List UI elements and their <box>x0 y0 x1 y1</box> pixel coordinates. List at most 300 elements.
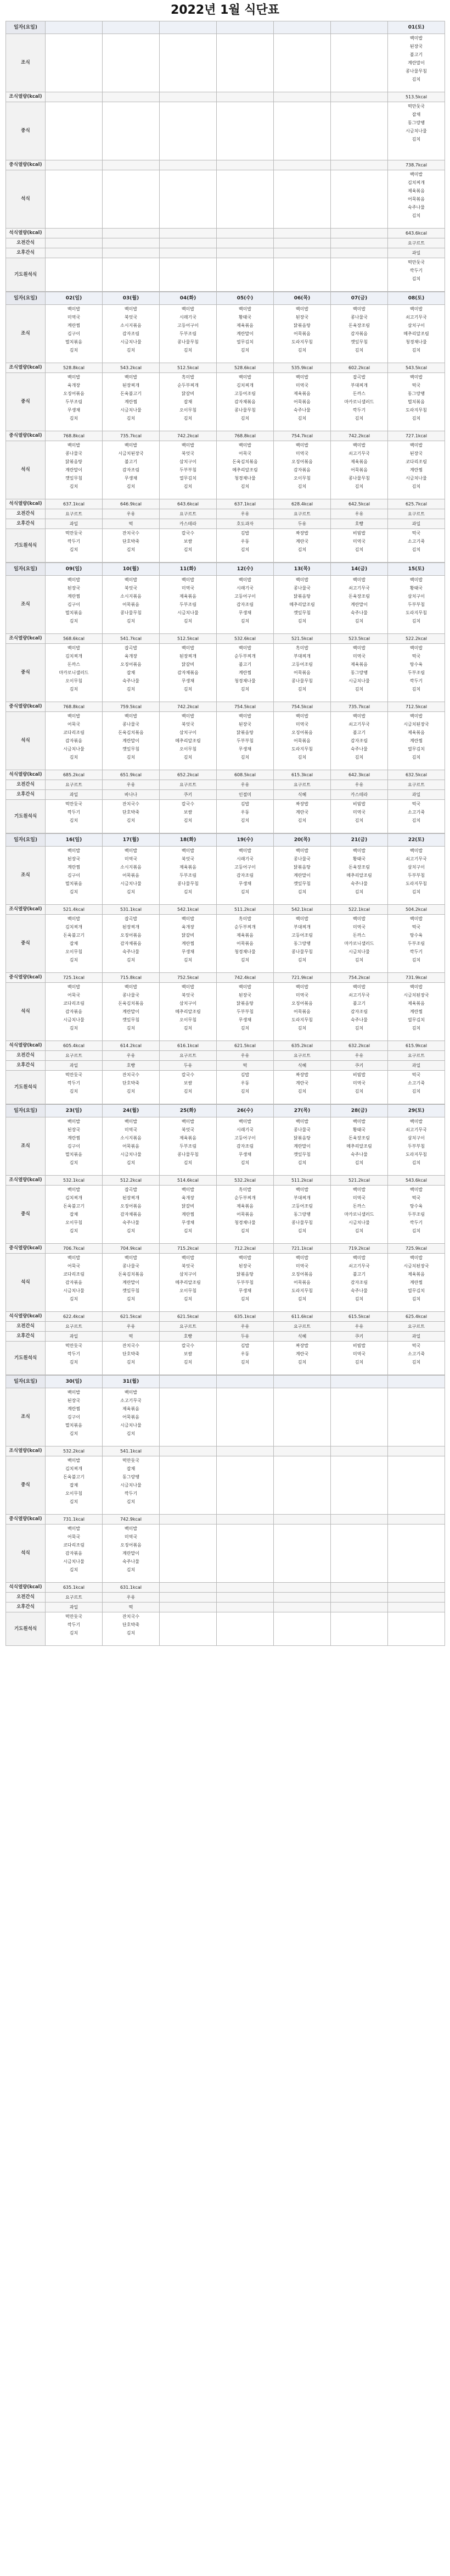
dish-item: 불고기 <box>352 1272 366 1277</box>
dish-item: 콩나물무침 <box>291 678 313 683</box>
dish-placeholder <box>331 1629 387 1637</box>
lunch-kcal-cell: 719.2kcal <box>331 1244 388 1254</box>
dish-item: 된장국 <box>67 856 81 861</box>
dish-placeholder <box>388 1429 445 1438</box>
dish-item: 백미밥 <box>181 1255 195 1260</box>
dish-placeholder <box>388 825 445 833</box>
dish-item: 시금치나물 <box>348 949 370 954</box>
dish-placeholder <box>46 1167 102 1175</box>
dish-item: 김치 <box>240 889 250 894</box>
dish-item: 김치 <box>297 755 307 760</box>
dish-item: 백미밥 <box>238 1255 252 1260</box>
dish-placeholder <box>331 1413 387 1421</box>
dish-item: 감자조림 <box>237 602 254 607</box>
dish-item: 콩나물무침 <box>291 1220 313 1225</box>
am-snack-cell: 요구르트 <box>160 780 217 790</box>
dish-placeholder <box>388 422 445 431</box>
dish-item: 잔치국수 <box>122 1614 139 1619</box>
breakfast-kcal-cell: 522.1kcal <box>331 905 388 915</box>
dish-item: 김치 <box>297 1228 307 1233</box>
dish-item: 떡만둣국 <box>408 104 425 109</box>
dish-item: 불고기 <box>409 52 423 57</box>
dish-placeholder <box>331 1533 387 1541</box>
dish-item: 김치찌개 <box>65 1466 82 1471</box>
row-dinner-kcal <box>6 229 445 238</box>
dish-item: 열무김치 <box>408 1017 425 1022</box>
lunch-cell <box>388 102 445 160</box>
row-label-lunch-kcal: 중식열량(kcal) <box>6 431 46 441</box>
special-cell <box>217 1342 274 1375</box>
dish-item: 백미밥 <box>124 443 138 448</box>
row-special <box>6 1071 445 1104</box>
dish-placeholder <box>274 51 330 59</box>
dish-item: 김치 <box>126 348 136 353</box>
breakfast-kcal-cell: 522.2kcal <box>388 634 445 644</box>
dish-item: 백미밥 <box>352 443 366 448</box>
dish-placeholder <box>103 554 159 562</box>
dish-item: 계란국 <box>295 1351 309 1356</box>
dish-placeholder <box>217 1637 273 1645</box>
dish-placeholder <box>331 67 387 75</box>
dish-placeholder <box>46 693 102 702</box>
special-cell <box>103 800 160 833</box>
dinner-kcal-cell <box>331 1583 388 1593</box>
dish-item: 무생채 <box>238 1017 252 1022</box>
dish-item: 김치 <box>355 1228 364 1233</box>
breakfast-kcal-cell <box>160 92 217 102</box>
breakfast-kcal-cell: 512.2kcal <box>103 1176 160 1186</box>
dish-item: 미역국 <box>124 1534 138 1539</box>
dish-item: 돈육김치볶음 <box>118 730 144 735</box>
dish-item: 김치 <box>240 958 250 962</box>
day-header: 07(금) <box>331 292 388 305</box>
breakfast-cell <box>388 305 445 363</box>
dish-item: 백미밥 <box>352 577 366 582</box>
dinner-kcal-cell: 631.1kcal <box>103 1583 160 1593</box>
pm-snack-cell: 카스테라 <box>331 790 388 800</box>
breakfast-kcal-cell: 535.9kcal <box>274 363 331 373</box>
dish-placeholder <box>274 1525 330 1533</box>
lunch-kcal-cell: 731.9kcal <box>388 973 445 983</box>
dish-item: 잡채 <box>126 670 136 675</box>
dinner-kcal-cell: 616.1kcal <box>160 1041 217 1051</box>
dish-item: 코다리조림 <box>63 1001 85 1006</box>
dish-item: 메추리알조림 <box>232 468 258 472</box>
row-label-special: 기도원석식 <box>6 529 46 563</box>
dish-placeholder <box>274 554 330 562</box>
dish-item: 두부부침 <box>408 873 425 878</box>
dish-item: 감자채볶음 <box>234 399 256 404</box>
dish-item: 김치 <box>126 1499 136 1504</box>
row-label-lunch-kcal: 중식열량(kcal) <box>6 160 46 170</box>
dish-item: 김치 <box>355 1297 364 1301</box>
dish-item: 김치 <box>412 484 421 489</box>
dish-item: 콩나물무침 <box>177 340 199 344</box>
dinner-cell <box>217 170 274 229</box>
special-cell <box>160 800 217 833</box>
dish-placeholder <box>274 1167 330 1175</box>
dish-item: 김치찌개 <box>237 383 254 388</box>
dish-placeholder <box>46 34 102 42</box>
special-cell <box>274 258 331 292</box>
dish-item: 백미밥 <box>295 577 309 582</box>
dish-item: 김치 <box>297 1297 307 1301</box>
dish-item: 돈육김치볶음 <box>118 1001 144 1006</box>
dish-item: 김치 <box>183 1089 193 1094</box>
dish-item: 김치 <box>126 958 136 962</box>
row-label-dinner: 석식 <box>6 983 46 1041</box>
dish-placeholder <box>103 34 159 42</box>
dish-placeholder <box>103 152 159 160</box>
dish-item: 오징어볶음 <box>291 459 313 464</box>
week-table <box>5 1375 445 1646</box>
dish-item: 김치 <box>69 1499 78 1504</box>
dish-placeholder <box>274 84 330 92</box>
dish-item: 미역국 <box>67 315 81 320</box>
dish-placeholder <box>274 1465 330 1473</box>
dish-item: 청경채나물 <box>234 1220 256 1225</box>
dish-item: 제육볶음 <box>408 730 425 735</box>
breakfast-cell <box>274 1117 331 1176</box>
row-label-dinner-kcal: 석식열량(kcal) <box>6 1583 46 1593</box>
pm-snack-cell: 두유 <box>274 519 331 529</box>
dish-placeholder <box>331 1612 387 1621</box>
lunch-kcal-cell: 727.1kcal <box>388 431 445 441</box>
dish-placeholder <box>103 135 159 143</box>
am-snack-cell: 우유 <box>331 1322 388 1332</box>
row-lunch-kcal <box>6 1244 445 1254</box>
dish-placeholder <box>331 34 387 42</box>
dish-placeholder <box>46 266 102 275</box>
row-days <box>6 292 445 305</box>
row-label-dinner: 석식 <box>6 712 46 770</box>
dish-item: 김치찌개 <box>408 180 425 185</box>
row-label-lunch-kcal: 중식열량(kcal) <box>6 702 46 712</box>
dish-item: 멸치볶음 <box>65 881 82 886</box>
dish-placeholder <box>103 1095 159 1104</box>
dish-placeholder <box>160 1167 216 1175</box>
dish-item: 어묵볶음 <box>237 1212 254 1217</box>
dish-item: 콩나물국 <box>294 1127 311 1132</box>
dish-placeholder <box>217 127 273 135</box>
dish-item: 김치 <box>240 755 250 760</box>
dish-item: 어묵볶음 <box>294 399 311 404</box>
dish-placeholder <box>160 275 216 283</box>
dish-placeholder <box>274 283 330 291</box>
dinner-kcal-cell <box>274 1583 331 1593</box>
dish-placeholder <box>160 187 216 195</box>
dish-item: 잔치국수 <box>122 1072 139 1077</box>
dish-placeholder <box>331 1621 387 1629</box>
dish-item: 고등어구이 <box>234 594 256 599</box>
special-cell <box>388 1071 445 1104</box>
dish-item: 김치 <box>240 1026 250 1031</box>
lunch-cell <box>331 1186 388 1244</box>
dish-item: 제육볶음 <box>237 933 254 938</box>
dish-item: 고등어구이 <box>234 865 256 870</box>
dish-item: 깻잎무침 <box>294 1152 311 1157</box>
dish-item: 멸치볶음 <box>408 399 425 404</box>
day-header: 23(일) <box>46 1105 103 1117</box>
dish-item: 고등어조림 <box>291 662 313 667</box>
am-snack-cell: 요구르트 <box>160 1051 217 1061</box>
dish-item: 오이무침 <box>179 747 196 752</box>
dish-item: 김치 <box>297 547 307 552</box>
dish-placeholder <box>217 1095 273 1104</box>
dish-placeholder <box>388 1032 445 1041</box>
dinner-kcal-cell <box>160 1583 217 1593</box>
dish-item: 김치 <box>412 547 421 552</box>
dish-placeholder <box>160 258 216 266</box>
dish-item: 미역국 <box>181 586 195 591</box>
dish-placeholder <box>46 1574 102 1582</box>
dish-placeholder <box>103 59 159 67</box>
lunch-cell <box>160 915 217 973</box>
dish-item: 육개장 <box>181 925 195 930</box>
dish-placeholder <box>160 491 216 499</box>
dish-placeholder <box>103 896 159 904</box>
dish-placeholder <box>331 491 387 499</box>
dish-placeholder <box>331 84 387 92</box>
dish-item: 동그랑땡 <box>294 941 311 946</box>
row-label-lunch: 중식 <box>6 915 46 973</box>
day-header: 01(토) <box>388 21 445 34</box>
lunch-cell <box>388 644 445 702</box>
dish-item: 잡곡밥 <box>124 916 138 921</box>
dish-placeholder <box>331 1481 387 1489</box>
row-pm-snack <box>6 248 445 258</box>
dish-item: 백미밥 <box>409 1119 423 1124</box>
dish-placeholder <box>274 179 330 187</box>
dish-placeholder <box>388 354 445 363</box>
row-dinner <box>6 441 445 499</box>
dish-placeholder <box>217 212 273 220</box>
am-snack-cell: 요구르트 <box>160 509 217 519</box>
dish-item: 김치 <box>412 1297 421 1301</box>
lunch-cell <box>160 644 217 702</box>
dish-item: 백미밥 <box>409 848 423 853</box>
dish-item: 된장국 <box>295 315 309 320</box>
dish-placeholder <box>46 354 102 363</box>
dish-placeholder <box>217 422 273 431</box>
dish-placeholder <box>274 1621 330 1629</box>
week-table <box>5 833 445 1104</box>
row-label-breakfast: 조식 <box>6 34 46 92</box>
dish-item: 깍두기 <box>67 1081 81 1086</box>
special-cell <box>388 800 445 833</box>
dish-placeholder <box>331 1557 387 1566</box>
dish-item: 우동 <box>240 1081 250 1086</box>
dish-item: 닭볶음탕 <box>237 730 254 735</box>
dish-item: 백미밥 <box>409 172 423 177</box>
dish-item: 어묵볶음 <box>294 670 311 675</box>
dish-item: 계란말이 <box>237 331 254 336</box>
day-header: 29(토) <box>388 1105 445 1117</box>
dish-item: 백미밥 <box>124 307 138 311</box>
dish-item: 백미밥 <box>67 443 81 448</box>
day-header: 05(수) <box>217 292 274 305</box>
pm-snack-cell: 식혜 <box>274 1061 331 1071</box>
dish-item: 김밥 <box>240 531 250 536</box>
dish-placeholder <box>217 1566 273 1574</box>
dish-placeholder <box>331 1429 387 1438</box>
dish-placeholder <box>274 1456 330 1465</box>
dish-item: 감자채볶음 <box>177 670 199 675</box>
dish-placeholder <box>274 354 330 363</box>
dish-item: 김구이 <box>67 873 81 878</box>
dish-item: 콩나물무침 <box>177 1152 199 1157</box>
dish-item: 삼치구이 <box>179 1272 196 1277</box>
dish-placeholder <box>103 1506 159 1514</box>
lunch-kcal-cell: 754.2kcal <box>331 973 388 983</box>
dinner-kcal-cell: 615.3kcal <box>274 770 331 780</box>
dish-item: 잡채 <box>412 112 421 117</box>
dish-item: 부대찌개 <box>294 654 311 659</box>
dish-placeholder <box>217 283 273 291</box>
dish-item: 짜장밥 <box>295 802 309 806</box>
dish-item: 백미밥 <box>67 1255 81 1260</box>
dish-item: 김밥 <box>240 1343 250 1348</box>
breakfast-cell <box>160 1388 217 1446</box>
dish-placeholder <box>388 1621 445 1629</box>
lunch-kcal-cell: 735.7kcal <box>103 431 160 441</box>
pm-snack-cell: 과일 <box>388 790 445 800</box>
dish-item: 두부부침 <box>237 738 254 743</box>
week-table <box>5 563 445 833</box>
dish-item: 시래기국 <box>237 586 254 591</box>
dish-item: 칼국수 <box>181 802 195 806</box>
dish-item: 돈까스 <box>352 1204 366 1209</box>
dish-placeholder <box>160 554 216 562</box>
row-lunch <box>6 644 445 702</box>
row-label-days: 일자(요일) <box>6 1376 46 1388</box>
dinner-cell <box>160 170 217 229</box>
dish-item: 부대찌개 <box>351 383 368 388</box>
day-header <box>331 1376 388 1388</box>
dish-placeholder <box>331 896 387 904</box>
dish-item: 떡만둣국 <box>65 1343 82 1348</box>
dish-item: 콩나물무침 <box>234 408 256 413</box>
dish-item: 시금치나물 <box>63 1288 85 1293</box>
dish-item: 시금치나물 <box>120 340 142 344</box>
breakfast-cell <box>331 1388 388 1446</box>
dish-placeholder <box>217 34 273 42</box>
dish-placeholder <box>160 170 216 179</box>
lunch-cell <box>217 373 274 431</box>
dish-item: 백미밥 <box>124 714 138 719</box>
lunch-cell <box>46 102 103 160</box>
dish-placeholder <box>160 1366 216 1375</box>
dish-item: 김치 <box>412 1089 421 1094</box>
dish-placeholder <box>103 212 159 220</box>
breakfast-kcal-cell: 511.2kcal <box>217 905 274 915</box>
breakfast-cell <box>160 305 217 363</box>
dish-item: 시금치된장국 <box>403 1264 429 1268</box>
dish-item: 김치 <box>412 276 421 281</box>
am-snack-cell <box>160 238 217 248</box>
dish-placeholder <box>160 354 216 363</box>
dish-item: 김치 <box>183 958 193 962</box>
dish-placeholder <box>331 170 387 179</box>
dish-placeholder <box>160 59 216 67</box>
dish-placeholder <box>331 135 387 143</box>
dish-item: 된장찌개 <box>179 654 196 659</box>
dish-placeholder <box>103 1303 159 1311</box>
dish-item: 백미밥 <box>67 577 81 582</box>
am-snack-cell: 우유 <box>331 780 388 790</box>
dish-placeholder <box>217 1438 273 1446</box>
dish-item: 백미밥 <box>67 1119 81 1124</box>
dish-item: 떡국 <box>412 654 421 659</box>
dish-placeholder <box>331 1465 387 1473</box>
row-label-lunch-kcal: 중식열량(kcal) <box>6 973 46 983</box>
pm-snack-cell: 과일 <box>46 1061 103 1071</box>
dinner-kcal-cell: 652.2kcal <box>160 770 217 780</box>
special-cell <box>46 529 103 563</box>
dish-item: 김치 <box>240 818 250 823</box>
dish-placeholder <box>160 1303 216 1311</box>
dish-item: 두부부침 <box>237 1009 254 1014</box>
pm-snack-cell: 두유 <box>217 1332 274 1342</box>
dish-item: 된장국 <box>238 722 252 727</box>
dish-placeholder <box>103 170 159 179</box>
dish-placeholder <box>217 1612 273 1621</box>
dish-item: 순두부찌개 <box>177 383 199 388</box>
dish-placeholder <box>217 1405 273 1413</box>
dish-placeholder <box>388 283 445 291</box>
row-pm-snack <box>6 519 445 529</box>
dish-item: 북엇국 <box>181 856 195 861</box>
row-breakfast <box>6 305 445 363</box>
row-dinner <box>6 1254 445 1312</box>
lunch-kcal-cell: 768.8kcal <box>46 702 103 712</box>
dish-item: 어묵볶음 <box>237 941 254 946</box>
dish-item: 김치 <box>69 687 78 692</box>
lunch-kcal-cell <box>217 160 274 170</box>
dish-item: 김치 <box>240 1297 250 1301</box>
dish-item: 계란찜 <box>409 468 423 472</box>
dish-item: 시금치나물 <box>63 1559 85 1564</box>
dish-item: 백미밥 <box>67 714 81 719</box>
dinner-kcal-cell: 611.6kcal <box>274 1312 331 1322</box>
day-header: 31(월) <box>103 1376 160 1388</box>
day-header: 30(일) <box>46 1376 103 1388</box>
lunch-cell <box>103 1456 160 1515</box>
dish-placeholder <box>103 187 159 195</box>
dish-item: 불고기 <box>124 459 138 464</box>
dish-item: 백미밥 <box>124 375 138 380</box>
dish-item: 시금치된장국 <box>403 993 429 998</box>
am-snack-cell: 우유 <box>103 509 160 519</box>
dinner-cell <box>274 983 331 1041</box>
lunch-kcal-cell <box>217 1515 274 1525</box>
lunch-cell <box>160 102 217 160</box>
dish-placeholder <box>217 170 273 179</box>
dish-placeholder <box>217 1621 273 1629</box>
dish-item: 김치 <box>126 416 136 421</box>
dish-item: 김치 <box>240 547 250 552</box>
dish-item: 백미밥 <box>409 577 423 582</box>
dish-item: 시금치나물 <box>120 1483 142 1488</box>
dish-placeholder <box>274 119 330 127</box>
dish-item: 계란말이 <box>408 60 425 65</box>
dish-item: 쇠고기무국 <box>348 586 370 591</box>
dish-item: 계란찜 <box>409 738 423 743</box>
dish-item: 깍두기 <box>67 810 81 815</box>
dish-item: 김치 <box>69 1360 78 1365</box>
dish-placeholder <box>103 102 159 110</box>
dish-item: 소고기죽 <box>408 1351 425 1356</box>
